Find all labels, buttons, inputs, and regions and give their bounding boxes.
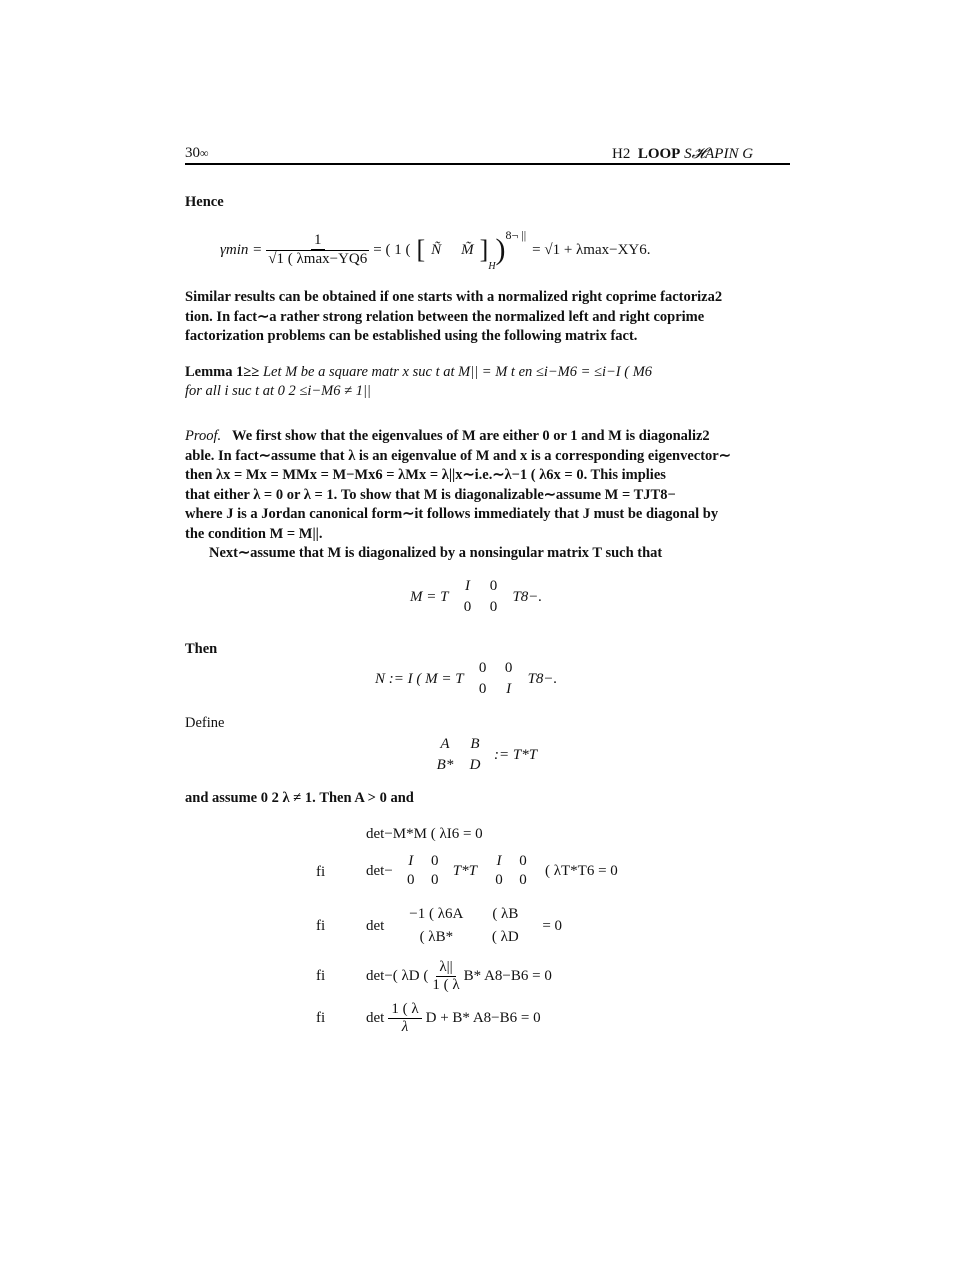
row2-end: ( λT*T6 = 0 [544, 862, 618, 879]
matrix-entry: 0 [519, 872, 527, 888]
proof-line: Next∼assume that M is diagonalized by a nonsingular matrix T such that [209, 545, 663, 561]
hence-label: Hence [185, 194, 224, 210]
eq4-rhs: := T*T [494, 746, 538, 763]
row3-matrix [398, 906, 536, 946]
implies-arrow: fi [316, 864, 326, 880]
row5-fraction [388, 1001, 421, 1036]
row4-numerator: λ|| [436, 959, 455, 977]
eq4-matrix [430, 736, 490, 774]
matrix-entry: I [496, 853, 502, 869]
matrix-entry: B* [436, 757, 454, 773]
eq1-rhs: = √1 + λmax−XY6. [532, 241, 651, 258]
derivation-row-3 [366, 904, 562, 948]
derivation-row-4 [366, 956, 552, 996]
row5-post: D + B* A8−B6 = 0 [425, 1009, 541, 1026]
row5-numerator: 1 ( λ [388, 1001, 421, 1019]
eq1-numerator: 1 [311, 232, 325, 250]
eq3-matrix [470, 660, 522, 698]
matrix-entry: I [506, 681, 512, 697]
det-label: det− [366, 862, 393, 879]
eq2-rhs: T8−. [512, 588, 543, 605]
eq2-lhs: M = T [410, 588, 449, 605]
eq1-bracket-left: [ [416, 235, 426, 264]
derivation-row-2 [366, 850, 618, 892]
running-title: H2 LOOP S𝓗APIN G [612, 146, 754, 162]
implies-arrow: fi [316, 968, 326, 984]
matrix-entry: 0 [519, 853, 527, 869]
proof-line: then λx = Mx = MMx = M−Mx6 = λMx = λ||x∼i.e.∼λ−1 ( λ6x = 0. This implies [185, 467, 666, 483]
page-number: 30∞ [185, 145, 209, 161]
eq1-denominator: √1 ( λmax−YQ6 [268, 251, 368, 267]
eq1-bracket-right: ] [479, 235, 489, 264]
assume-line: and assume 0 2 λ ≠ 1. Then A > 0 and [185, 790, 414, 806]
proof-line: able. In fact∼assume that λ is an eigenvalue of M and x is a corresponding eigenvector∼ [185, 447, 731, 464]
matrix-entry: 0 [463, 599, 472, 615]
eq1-sup: 8¬ || [505, 228, 527, 242]
row2-mid: T*T [452, 862, 477, 879]
matrix-entry: ( λB* [419, 929, 454, 945]
equation-gamma-min [220, 228, 651, 272]
para1-line: tion. In fact∼a rather strong relation between the normalized left and right coprime [185, 308, 705, 325]
eq2-matrix [454, 578, 506, 616]
equation-block-matrix [430, 730, 537, 780]
row4-denominator: 1 ( λ [432, 976, 460, 993]
para1-line: factorization problems can be established using the following matrix fact. [185, 328, 638, 344]
para1-line: Similar results can be obtained if one starts with a normalized right coprime factoriza2 [185, 289, 723, 305]
eq3-rhs: T8−. [527, 670, 558, 687]
proof-label: Proof. [185, 428, 222, 444]
matrix-entry: A [440, 736, 450, 752]
eq1-lhs: γmin = [220, 241, 263, 258]
eq3-lhs: N := I ( M = T [375, 670, 464, 687]
eq1-m-tilde: M̃ [461, 241, 474, 258]
eq1-fraction [266, 232, 369, 268]
row2-matrix-a [399, 853, 447, 889]
lemma-statement: Let M be a square matr x suc t at M|| = M t en ≤i−M6 = ≤i−I ( M6 [262, 364, 653, 380]
paragraph-similar-results [185, 288, 790, 347]
equation-m-decomposition [410, 572, 542, 622]
proof-paragraph [185, 427, 790, 564]
header-rule [185, 163, 790, 165]
matrix-entry: ( λD [491, 929, 519, 945]
proof-line-text: We first show that the eigenvalues of M are either 0 or 1 and M is diagonaliz2 [232, 428, 710, 444]
matrix-entry: 0 [407, 872, 415, 888]
proof-line: where J is a Jordan canonical form∼it follows immediately that J must be diagonal by [185, 506, 719, 522]
matrix-entry: I [408, 853, 414, 869]
matrix-entry: 0 [431, 872, 439, 888]
det-label: det [366, 917, 385, 934]
row4-fraction [432, 959, 459, 994]
matrix-entry: 0 [478, 681, 487, 697]
row4-pre: det−( λD ( [366, 967, 429, 984]
matrix-entry: I [464, 578, 470, 594]
row5-pre: det [366, 1009, 385, 1026]
matrix-entry: ( λB [492, 906, 519, 922]
proof-line: the condition M = M||. [185, 525, 323, 542]
lemma-line-1 [185, 364, 652, 381]
proof-line: that either λ = 0 or λ = 1. To show that M is diagonalizable∼assume M = TJT8− [185, 486, 676, 503]
implies-arrow: fi [316, 1010, 326, 1026]
matrix-entry: −1 ( λ6A [409, 906, 464, 922]
proof-line [185, 427, 790, 447]
eq1-sub-h: H [488, 261, 496, 272]
matrix-entry: 0 [489, 599, 498, 615]
implies-arrow: fi [316, 918, 326, 934]
lemma-line-2: for all i suc t at 0 2 ≤i−M6 ≠ 1|| [185, 383, 371, 399]
row4-post: B* A8−B6 = 0 [463, 967, 552, 984]
matrix-entry: D [469, 757, 481, 773]
matrix-entry: 0 [431, 853, 439, 869]
eq1-n-tilde: Ñ [431, 241, 442, 258]
define-label: Define [185, 715, 225, 731]
matrix-entry: 0 [504, 660, 513, 676]
row2-matrix-b [487, 853, 535, 889]
matrix-entry: 0 [495, 872, 503, 888]
derivation-row-1: det−M*M ( λI6 = 0 [366, 826, 483, 842]
row3-end: = 0 [542, 917, 563, 934]
eq1-mid: = ( 1 ( [373, 241, 411, 258]
lemma-label: Lemma 1≥≥ [185, 364, 260, 380]
equation-n-definition [375, 654, 557, 704]
eq1-paren-close: ) [495, 233, 506, 266]
row5-denominator: λ [401, 1018, 409, 1035]
matrix-entry: 0 [489, 578, 498, 594]
matrix-entry: B [470, 736, 480, 752]
matrix-entry: 0 [478, 660, 487, 676]
then-label: Then [185, 641, 218, 657]
derivation-row-5 [366, 998, 541, 1038]
